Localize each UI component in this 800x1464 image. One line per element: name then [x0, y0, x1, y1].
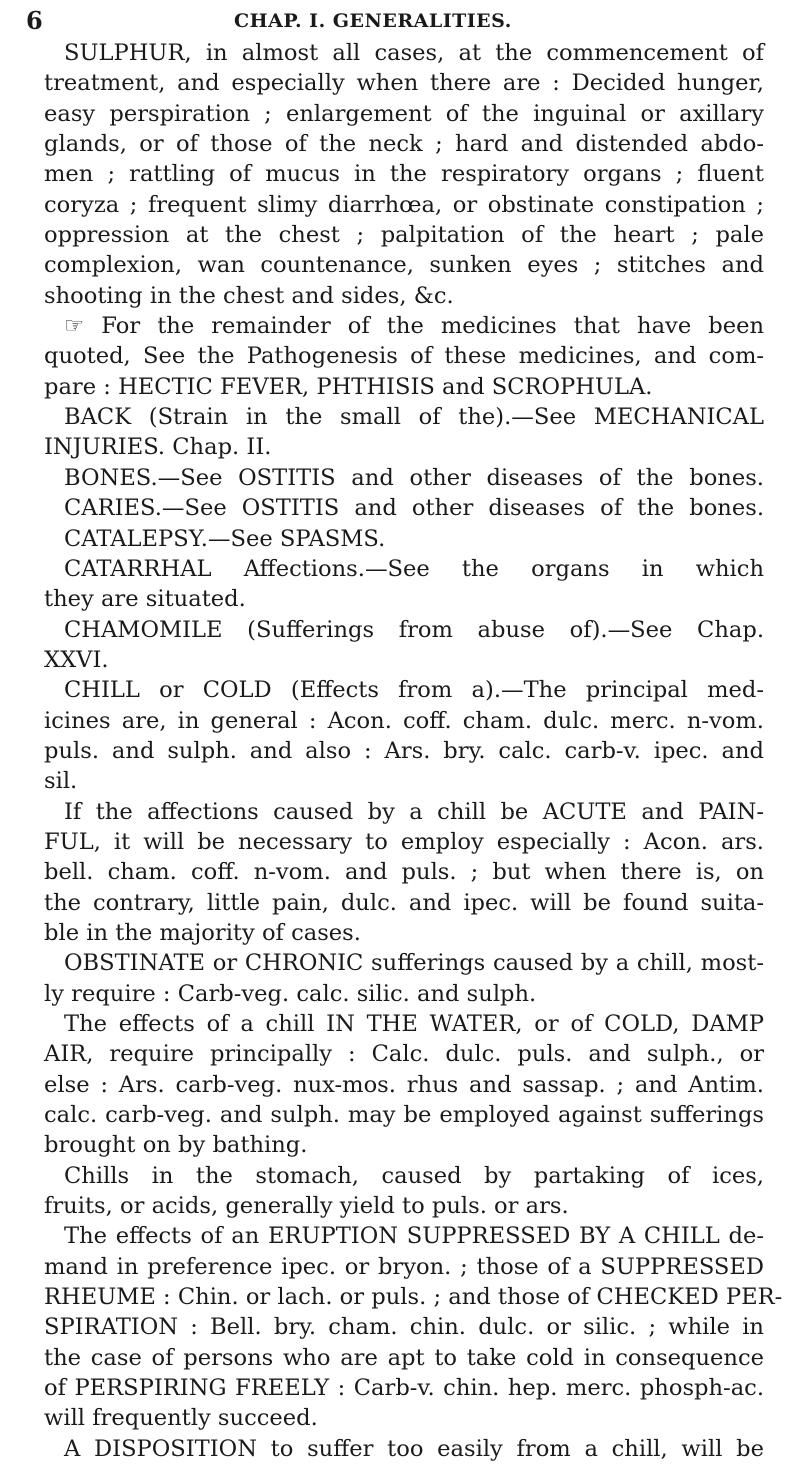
text-line: will frequently succeed.: [44, 1405, 318, 1432]
text-line: treatment, and especially when there are : Decided hunger,: [44, 70, 764, 97]
text-line: pare : HECTIC FEVER, PHTHISIS and SCROPHULA.: [44, 373, 653, 400]
text-line: FUL, it will be necessary to employ especially : Acon. ars.: [44, 828, 764, 855]
text-line: SULPHUR, in almost all cases, at the commencement of: [64, 40, 764, 66]
text-line: CATARRHAL Affections.—See the organs in which: [64, 555, 764, 582]
text-line: bell. cham. coff. n-vom. and puls. ; but when there is, on: [44, 859, 764, 886]
text-line: SPIRATION : Bell. bry. cham. chin. dulc. or silic. ; while in: [44, 1314, 764, 1341]
text-line: XXVI.: [44, 646, 109, 673]
text-line: CARIES.—See OSTITIS and other diseases of the bones.: [64, 495, 764, 522]
text-line: else : Ars. carb-veg. nux-mos. rhus and sassap. ; and Antim.: [44, 1071, 764, 1098]
text-line: A DISPOSITION to suffer too easily from a chill, will be: [64, 1435, 764, 1462]
text-line: quoted, See the Pathogenesis of these medicines, and com-: [44, 343, 764, 370]
text-line: BONES.—See OSTITIS and other diseases of the bones.: [64, 464, 764, 491]
page-header: [20, 6, 780, 36]
body-text: [44, 38, 783, 1464]
text-line: calc. carb-veg. and sulph. may be employed against sufferings: [44, 1102, 764, 1129]
text-line: OBSTINATE or CHRONIC sufferings caused by a chill, most-: [64, 950, 764, 977]
text-line: glands, or of those of the neck ; hard and distended abdo-: [44, 131, 764, 158]
text-line: ☞ For the remainder of the medicines that have been: [64, 313, 764, 340]
text-line: icines are, in general : Acon. coff. cham. dulc. merc. n-vom.: [44, 707, 764, 734]
text-line: easy perspiration ; enlargement of the inguinal or axillary: [44, 100, 764, 127]
text-line: mand in preference ipec. or bryon. ; those of a SUPPRESSED: [44, 1253, 764, 1280]
text-line: The effects of a chill IN THE WATER, or of COLD, DAMP: [64, 1011, 764, 1037]
text-line: ly require : Carb-veg. calc. silic. and sulph.: [44, 980, 537, 1007]
text-line: CHILL or COLD (Effects from a).—The principal med-: [64, 677, 764, 704]
text-line: AIR, require principally : Calc. dulc. puls. and sulph., or: [44, 1041, 764, 1068]
text-line: puls. and sulph. and also : Ars. bry. calc. carb-v. ipec. and: [44, 737, 764, 764]
text-line: oppression at the chest ; palpitation of the heart ; pale: [44, 222, 764, 249]
text-line: of PERSPIRING FREELY : Carb-v. chin. hep. merc. phosph-ac.: [44, 1375, 764, 1402]
text-line: ble in the majority of cases.: [44, 919, 361, 946]
text-line: Chills in the stomach, caused by partaking of ices,: [64, 1162, 764, 1189]
text-line: If the affections caused by a chill be ACUTE and PAIN-: [64, 798, 764, 825]
text-line: sil.: [44, 768, 78, 795]
text-line: CATALEPSY.—See SPASMS.: [64, 525, 386, 552]
text-line: men ; rattling of mucus in the respiratory organs ; fluent: [44, 161, 764, 188]
text-line: The effects of an ERUPTION SUPPRESSED BY A CHILL de-: [64, 1223, 764, 1250]
running-head: CHAP. I. GENERALITIES.: [234, 10, 512, 32]
text-line: coryza ; frequent slimy diarrhœa, or obstinate constipation ;: [44, 191, 764, 218]
text-line: CHAMOMILE (Sufferings from abuse of).—See Chap.: [64, 616, 764, 643]
text-line: the contrary, little pain, dulc. and ipec. will be found suita-: [44, 889, 764, 916]
text-line: complexion, wan countenance, sunken eyes ; stitches and: [44, 252, 764, 279]
text-line: BACK (Strain in the small of the).—See MECHANICAL: [64, 404, 764, 431]
text-line: RHEUME : Chin. or lach. or puls. ; and those of CHECKED PER-: [44, 1284, 783, 1311]
text-line: fruits, or acids, generally yield to puls. or ars.: [44, 1193, 569, 1220]
text-line: shooting in the chest and sides, &c.: [44, 282, 454, 309]
page-number: 6: [26, 6, 43, 35]
text-line: INJURIES. Chap. II.: [44, 434, 272, 461]
text-line: they are situated.: [44, 586, 246, 613]
text-line: the case of persons who are apt to take cold in consequence: [44, 1344, 764, 1371]
text-line: brought on by bathing.: [44, 1132, 308, 1159]
